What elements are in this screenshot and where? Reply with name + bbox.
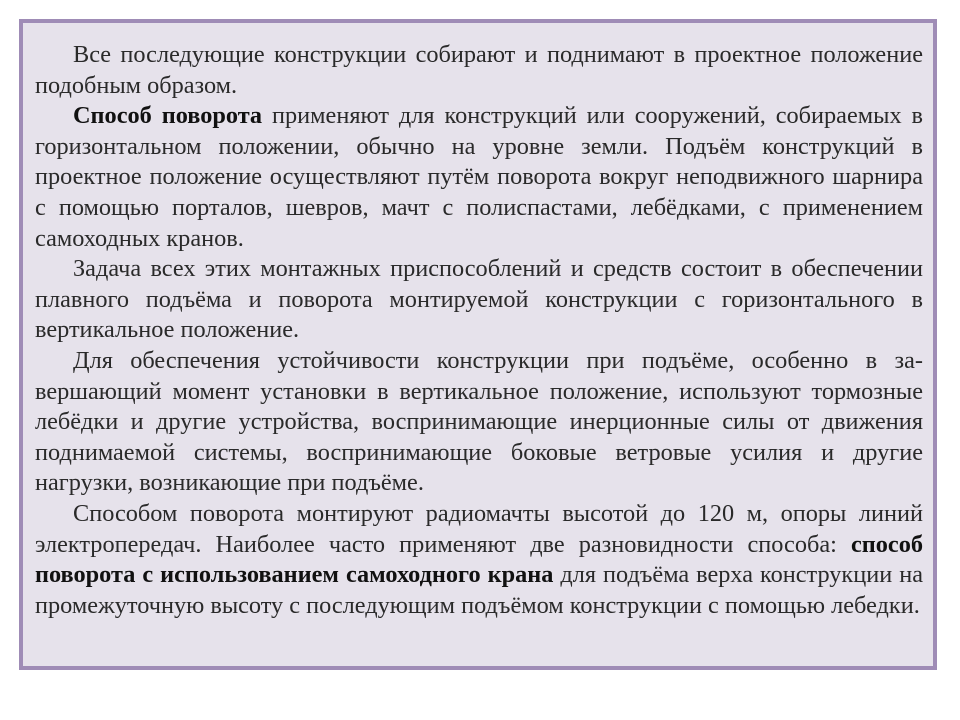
paragraph-1 [35, 40, 923, 101]
paragraph-5 [35, 499, 923, 621]
paragraph-5-text-before: Способом поворота монтируют радиомачты высотой до 120 м, опоры линий электропередач. Наиболее часто применяют две разновидности способа: [35, 499, 923, 558]
paragraph-5-text-after: для подъёма верха конструкции на промежуточную высоту с последующим подъёмом конструкции с помощью лебедки. [35, 561, 923, 619]
paragraph-3 [35, 254, 923, 346]
paragraph-1-text: Все последующие конструкции собирают и поднимают в проектное положение подобным образом. [35, 41, 923, 99]
paragraph-4 [35, 346, 923, 499]
paragraph-2-bold-term: Способ поворота [73, 102, 263, 130]
paragraph-2 [35, 101, 923, 254]
paragraph-5-bold-term: способ поворота с использованием самоходного крана [35, 530, 923, 589]
slide-frame [19, 19, 937, 670]
paragraph-4-text: Для обеспечения устойчивости конструкции при подъёме, особенно в завершающий момент установки в вертикальное положение, используют тормозные лебёдки и другие устройства, воспринимающие инерционные силы от движения поднимаемой системы, воспринимающие боковые ветровые усилия и другие нагрузки, возникающие при подъёме. [35, 346, 923, 497]
paragraph-3-text: Задача всех этих монтажных приспособлений и средств состоит в обеспечении плавного подъёма и поворота монтируемой конструкции с горизонтального в вертикальное положение. [35, 255, 923, 344]
paragraph-2-text: применяют для конструкций или сооружений, собираемых в горизонтальном положении, обычно на уровне земли. Подъём конструкций в проектное положение осуществляют путём поворота вокруг неподвижного шарнира с помощью порталов, шевров, мачт с полиспастами, лебёдками, с применением самоходных кранов. [35, 102, 924, 252]
